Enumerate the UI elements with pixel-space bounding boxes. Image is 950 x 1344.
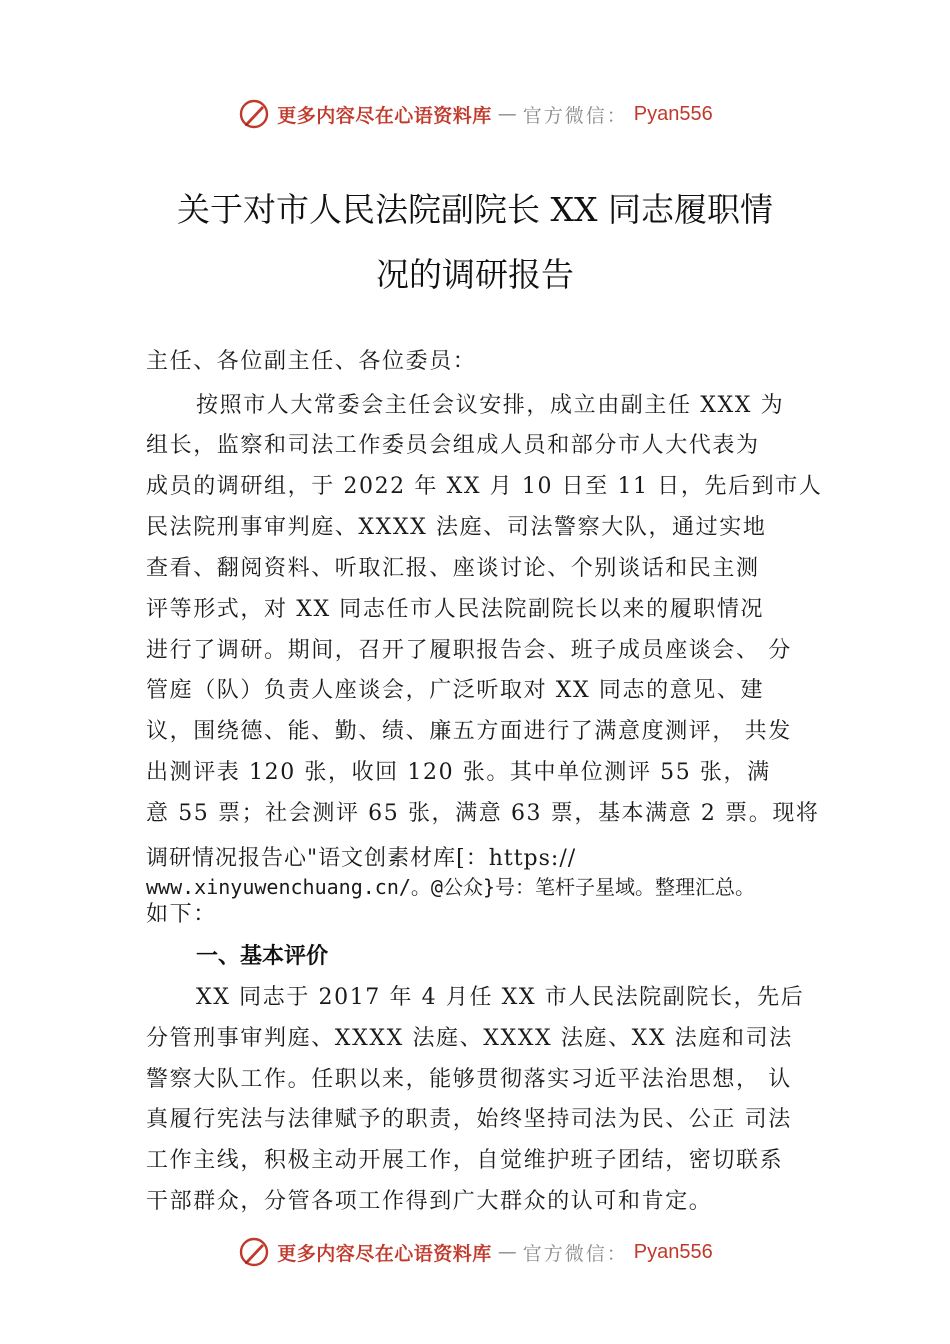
banner-wechat-id: Pyan556	[633, 1240, 713, 1263]
paragraph-line: 意 55 票；社会测评 65 张，满意 63 票，基本满意 2 票。现将	[146, 801, 820, 826]
banner-wechat-id: Pyan556	[633, 102, 713, 125]
paragraph-line: 干部群众，分管各项工作得到广大群众的认可和肯定。	[146, 1189, 713, 1214]
paragraph-line: 按照市人大常委会主任会议安排，成立由副主任 XXX 为	[196, 393, 785, 418]
paragraph-line: 出测评表 120 张，收回 120 张。其中单位测评 55 张，满	[146, 760, 771, 785]
paragraph-line: 进行了调研。期间，召开了履职报告会、班子成员座谈会、 分	[146, 638, 792, 663]
paragraph-line: 民法院刑事审判庭、XXXX 法庭、司法警察大队，通过实地	[146, 515, 767, 540]
paragraph-line: 警察大队工作。任职以来，能够贯彻落实习近平法治思想， 认	[146, 1067, 792, 1092]
banner-dash: —	[497, 103, 517, 125]
banner-dash: —	[497, 1241, 517, 1263]
paragraph-line: 如下：	[146, 902, 217, 927]
pen-seal-icon	[237, 97, 271, 131]
document-title-line-2: 况的调研报告	[376, 255, 574, 294]
paragraph-line: 真履行宪法与法律赋予的职责，始终坚持司法为民、公正 司法	[146, 1107, 792, 1132]
banner-slogan: 更多内容尽在心语资料库	[277, 104, 492, 127]
paragraph-line: 成员的调研组，于 2022 年 XX 月 10 日至 11 日，先后到市人	[146, 474, 823, 499]
paragraph-line: XX 同志于 2017 年 4 月任 XX 市人民法院副院长，先后	[196, 985, 805, 1010]
paragraph-line: 调研情况报告心"语文创素材库[：https://	[146, 846, 577, 871]
paragraph-line: www.xinyuwenchuang.cn/。@公众}号：笔杆子星域。整理汇总。	[146, 875, 755, 899]
banner-wechat-label: 官方微信：	[522, 1242, 628, 1265]
paragraph-line: 评等形式，对 XX 同志任市人民法院副院长以来的履职情况	[146, 597, 765, 622]
paragraph-line: 议，围绕德、能、勤、绩、廉五方面进行了满意度测评， 共发	[146, 719, 792, 744]
salutation: 主任、各位副主任、各位委员：	[146, 349, 477, 374]
document-title-line-1: 关于对市人民法院副院长 XX 同志履职情	[177, 190, 773, 229]
paragraph-line: 工作主线，积极主动开展工作，自觉维护班子团结，密切联系	[146, 1148, 784, 1173]
paragraph-line: 查看、翻阅资料、听取汇报、座谈讨论、个别谈话和民主测	[146, 556, 760, 581]
paragraph-line: 分管刑事审判庭、XXXX 法庭、XXXX 法庭、XX 法庭和司法	[146, 1026, 793, 1051]
banner-slogan: 更多内容尽在心语资料库	[277, 1242, 492, 1265]
section-heading: 一、基本评价	[196, 944, 329, 969]
pen-seal-icon	[237, 1235, 271, 1269]
header-watermark-banner	[0, 94, 950, 134]
banner-wechat-label: 官方微信：	[522, 104, 628, 127]
paragraph-line: 组长，监察和司法工作委员会组成人员和部分市人大代表为	[146, 433, 760, 458]
paragraph-line: 管庭（队）负责人座谈会，广泛听取对 XX 同志的意见、建	[146, 678, 765, 703]
footer-watermark-banner	[0, 1232, 950, 1272]
